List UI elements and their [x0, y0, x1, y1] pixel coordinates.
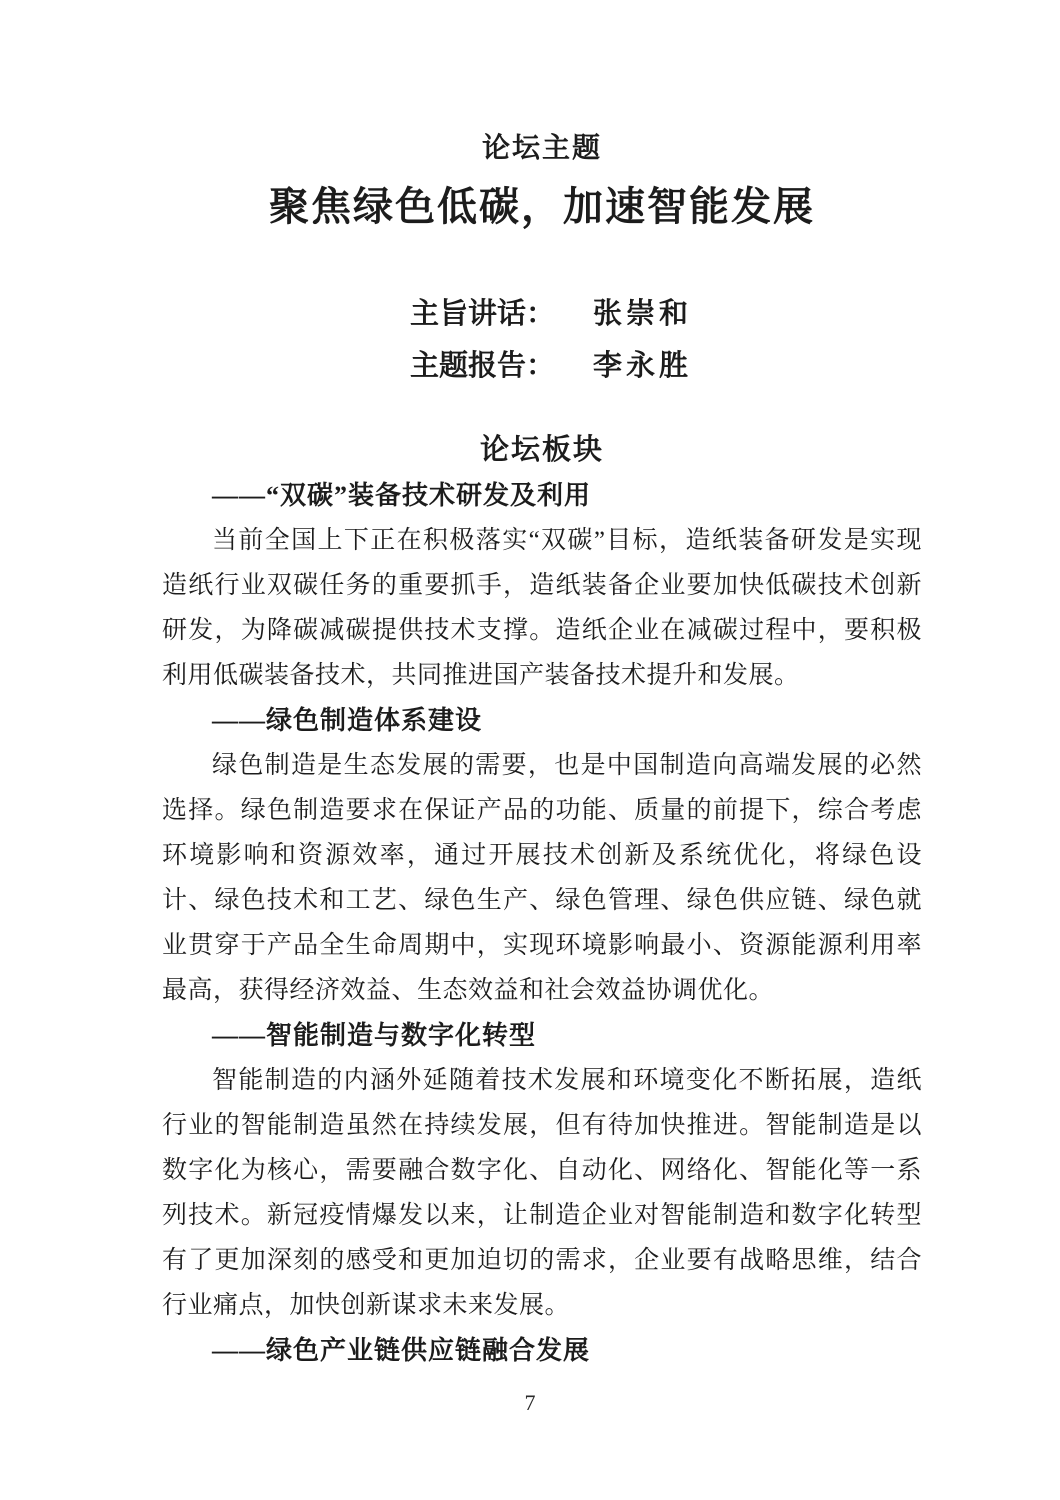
block-body-dual-carbon-equipment: 当前全国上下正在积极落实“双碳”目标，造纸装备研发是实现造纸行业双碳任务的重要抓手，造纸装备企业要加快低碳技术创新研发，为降碳减碳提供技术支撑。造纸企业在减碳过程中，要积极利用低碳装备技术，共同推进国产装备技术提升和发展。 — [162, 527, 922, 689]
forum-blocks — [162, 473, 922, 1373]
speaker-row-report — [410, 340, 922, 392]
block-heading-green-supply-chain: ——绿色产业链供应链融合发展 — [212, 1336, 591, 1365]
block-body-smart-manufacturing: 智能制造的内涵外延随着技术发展和环境变化不断拓展，造纸行业的智能制造虽然在持续发展，但有待加快推进。智能制造是以数字化为核心，需要融合数字化、自动化、网络化、智能化等一系列技术。新冠疫情爆发以来，让制造企业对智能制造和数字化转型有了更加深刻的感受和更加迫切的需求，企业要有战略思维，结合行业痛点，加快创新谋求未来发展。 — [162, 1067, 922, 1319]
speaker-row-keynote — [410, 288, 922, 340]
forum-title: 聚焦绿色低碳，加速智能发展 — [269, 184, 815, 229]
block-heading-green-manufacturing: ——绿色制造体系建设 — [212, 706, 483, 735]
section-title: 论坛板块 — [479, 434, 604, 466]
page-content — [162, 0, 922, 1373]
forum-theme-label: 论坛主题 — [481, 133, 602, 164]
speaker-name-keynote: 张崇和 — [593, 298, 693, 330]
speakers-block — [162, 288, 922, 392]
speaker-role-report: 主题报告： — [410, 350, 556, 382]
block-heading-smart-manufacturing: ——智能制造与数字化转型 — [212, 1021, 537, 1050]
speaker-role-keynote: 主旨讲话： — [410, 298, 556, 330]
block-body-green-manufacturing: 绿色制造是生态发展的需要，也是中国制造向高端发展的必然选择。绿色制造要求在保证产品的功能、质量的前提下，综合考虑环境影响和资源效率，通过开展技术创新及系统优化，将绿色设计、绿色技术和工艺、绿色生产、绿色管理、绿色供应链、绿色就业贯穿于产品全生命周期中，实现环境影响最小、资源能源利用率最高，获得经济效益、生态效益和社会效益协调优化。 — [162, 752, 922, 1004]
page-number: 7 — [524, 1390, 536, 1415]
block-heading-dual-carbon-equipment: ——“双碳”装备技术研发及利用 — [212, 481, 592, 510]
speaker-name-report: 李永胜 — [593, 350, 693, 382]
